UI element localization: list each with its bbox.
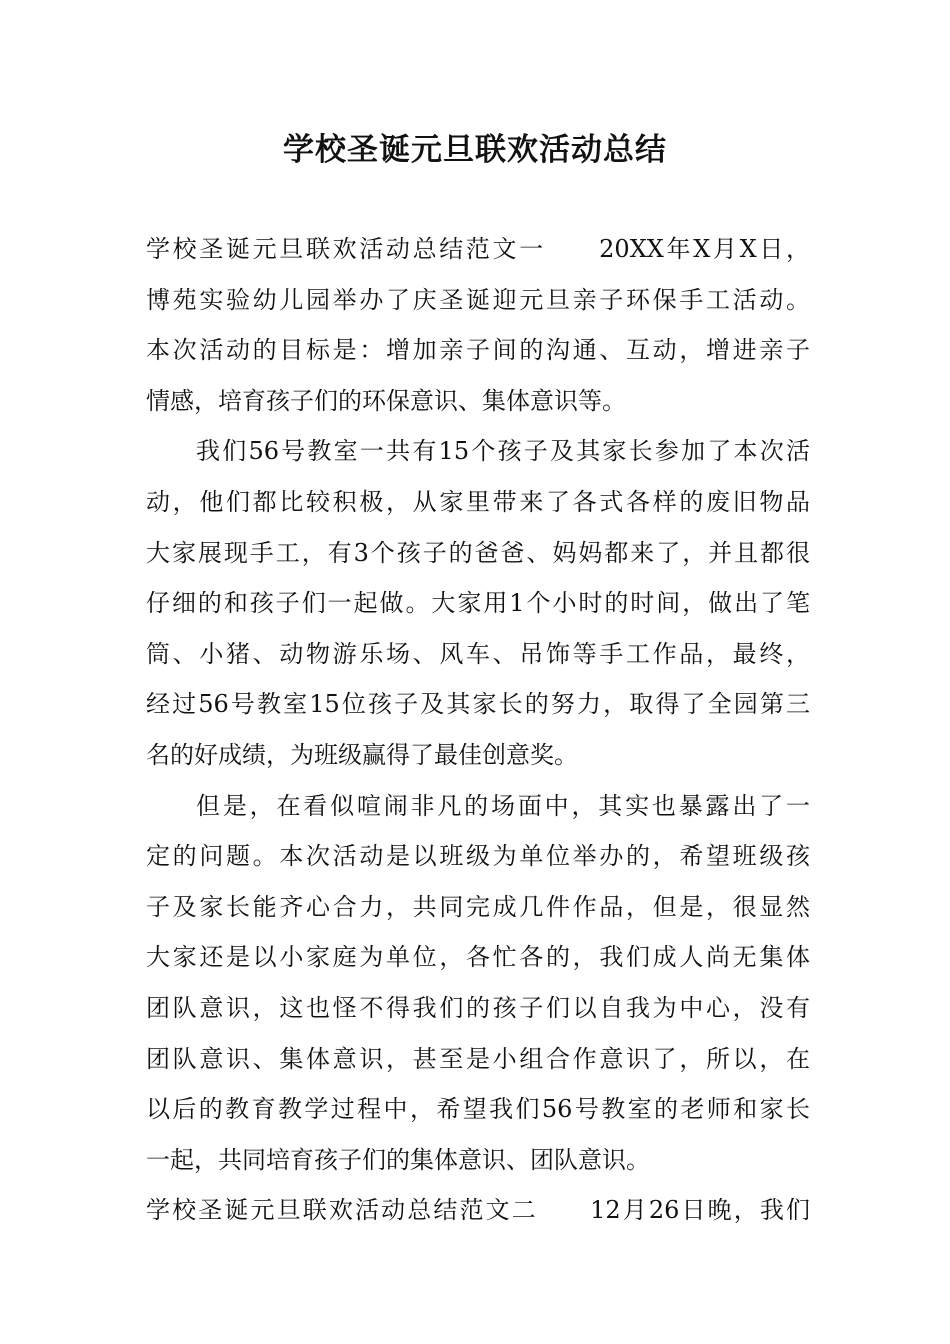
- text-line: 以后的教育教学过程中，希望我们56号教室的老师和家长: [146, 1095, 810, 1124]
- text-line: 学校圣诞元旦联欢活动总结范文二 12月26日晚，我们: [146, 1196, 810, 1225]
- text-line: 经过56号教室15位孩子及其家长的努力，取得了全园第三: [146, 690, 810, 719]
- text-line: 大家还是以小家庭为单位，各忙各的，我们成人尚无集体: [146, 943, 810, 972]
- text-line: 筒、小猪、动物游乐场、风车、吊饰等手工作品，最终，: [146, 639, 810, 668]
- text-line: 但是，在看似喧闹非凡的场面中，其实也暴露出了一: [196, 791, 810, 820]
- text-line: 博苑实验幼儿园举办了庆圣诞迎元旦亲子环保手工活动。: [146, 285, 810, 314]
- text-line: 子及家长能齐心合力，共同完成几件作品，但是，很显然: [146, 892, 810, 921]
- text-line: 一起，共同培育孩子们的集体意识、团队意识。: [146, 1145, 650, 1174]
- text-line: 团队意识，这也怪不得我们的孩子们以自我为中心，没有: [146, 993, 810, 1022]
- text-line: 动，他们都比较积极，从家里带来了各式各样的废旧物品: [146, 487, 810, 516]
- text-line: 本次活动的目标是：增加亲子间的沟通、互动，增进亲子: [146, 336, 810, 365]
- text-line: 团队意识、集体意识，甚至是小组合作意识了，所以，在: [146, 1044, 810, 1073]
- text-line: 名的好成绩，为班级赢得了最佳创意奖。: [146, 740, 578, 769]
- document-body: [146, 224, 810, 1236]
- text-line: 情感，培育孩子们的环保意识、集体意识等。: [146, 386, 626, 415]
- text-line: 学校圣诞元旦联欢活动总结范文一 20XX年X月X日，: [146, 235, 810, 263]
- text-line: 大家展现手工，有3个孩子的爸爸、妈妈都来了，并且都很: [146, 538, 810, 567]
- text-line: 我们56号教室一共有15个孩子及其家长参加了本次活: [196, 437, 810, 466]
- document-title: 学校圣诞元旦联欢活动总结: [283, 132, 667, 168]
- text-line: 定的问题。本次活动是以班级为单位举办的，希望班级孩: [146, 842, 810, 871]
- text-line: 仔细的和孩子们一起做。大家用1个小时的时间，做出了笔: [146, 589, 810, 618]
